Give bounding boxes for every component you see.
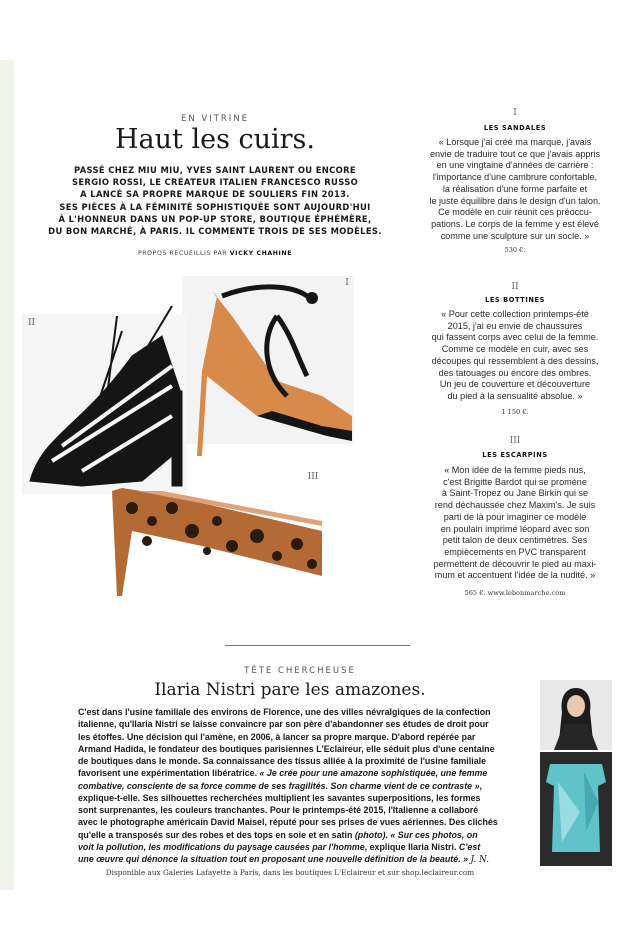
byline [65,250,365,257]
model-heading: LES ESCARPINS [482,451,548,459]
section-divider [225,645,410,646]
model-heading: LES BOTTINES [485,296,545,304]
model-quote: « Mon idée de la femme pieds nus, c'est Brigitte Bardot qui se promène à Saint-Tropez ou Jane Birkin qui se rend déchaussée chez Maxim's. Je suis parti de là pour imaginer ce modèle en poulain imprimé léopard avec son petit talon de deux centimètres. Ses empiècements en PVC transparent permettent de découvrir le pied au maxi- mum et accentuent l'idée de la nudité. » [433,465,597,581]
section-kicker: EN VITRINE [180,114,250,124]
photo-marker-pump: III [307,472,319,482]
lead-line: DU BON MARCHÉ, À PARIS. IL COMMENTE TROIS DE SES MODÈLES. [48,226,382,237]
lead-line: PASSÉ CHEZ MIU MIU, YVES SAINT LAURENT OU ENCORE [73,165,356,175]
profile-body: C'est dans l'usine familiale des environs de Florence, une des villes névralgiques de la confection italienne, qu'Ilaria Nistri se laisse convaincre par son père d'abandonner ses études de droit pour les étoffes. Une décision qui l'amène, en 2006, à lancer sa propre marque. D'abord repérée par Armand Hadida, le fondateur des boutiques parisiennes L'Eclaireur, elle séduit plus d'une centaine de boutiques dans le monde. Sa connaissance des tissus alliée à la proximité de l'usine familiale favorisent une expérimentation libératrice. « Je crée pour une amazone sophistiquée, une femme combative, consciente de sa force comme de ses fragilités. Son charme vient de ce contraste », explique-t-elle. Ses silhouettes recherchées multiplient les savantes superpositions, les formes sont surprenantes, les couleurs tranchantes. Pour le printemps-été 2015, l'Italienne a collaboré avec le photographe américain David Maisel, réputé pour ses prises de vues aériennes. Des clichés qu'elle a transposés sur des robes et des tops en soie et en satin (photo). « Sur ces photos, on voit la pollution, les modifications du paysage causées par l'homme, explique Ilaria Nistri. C'est une œuvre qui dénonce la situation tout en proposant une nouvelle définition de la beauté. » J. N. [78,707,498,865]
model-numeral: III [509,436,521,446]
byline-prefix: PROPOS RECUEILLIS PAR [137,250,228,257]
lead-line: À L'HONNEUR DANS UN POP-UP STORE, BOUTIQUE ÉPHÉMÈRE, [58,213,372,224]
model-heading: LES SANDALES [483,124,547,132]
profile-kicker: TÊTE CHERCHEUSE [244,666,356,676]
availability-note: Disponible aux Galeries Lafayette à Paris, dans les boutiques L'Eclaireur et sur shop.leclaireur.com [105,868,475,877]
model-quote: « Lorsque j'ai créé ma marque, j'avais envie de traduire tout ce que j'avais appris en une vingtaine d'années de carrière : l'importance d'une cambrure confortable, la réalisation d'une forme parfaite et le juste équilibre dans le design d'un talon. Ce modèle en cuir réunit ces préoccu- pations. Le corps de la femme y est élevé comme une sculpture sur un socle. » [429,137,601,241]
model-numeral: I [513,108,517,118]
lead-paragraph [35,164,395,237]
lead-line: A LANCÉ SA PROPRE MARQUE DE SOULIERS FIN 2013. [80,189,350,200]
article-title: Haut les cuirs. [114,124,315,155]
byline-author: VICKY CHAHINE [229,250,293,257]
shoes-photo [22,276,354,606]
photo-marker-sandal: I [345,278,349,288]
lead-line: SERGIO ROSSI, LE CRÉATEUR ITALIEN FRANCESCO RUSSO [71,177,359,188]
model-quote: « Pour cette collection printemps-été 2015, j'ai eu envie de chaussures qui fassent corps avec celui de la femme. Comme ce modèle en cuir, avec ses découpes qui ressemblent à des dessins, des tatouages ou encore des ombres. Un jeu de couverture et découverture du pied à la sensualité absolue. » [431,309,599,401]
model-price: 1 150 €. [501,408,529,416]
photo-marker-bootie: II [28,318,36,328]
designer-portrait [540,680,612,750]
model-numeral: II [511,282,519,292]
page-edge [0,60,14,890]
dress-photo [540,752,612,866]
model-price: 530 €. [504,246,526,254]
model-price: 565 €. www.lebonmarche.com [464,589,566,597]
profile-title: Ilaria Nistri pare les amazones. [154,680,426,700]
lead-line: SES PIÈCES À LA FÉMINITÉ SOPHISTIQUÉE SONT AUJOURD'HUI [59,201,371,212]
